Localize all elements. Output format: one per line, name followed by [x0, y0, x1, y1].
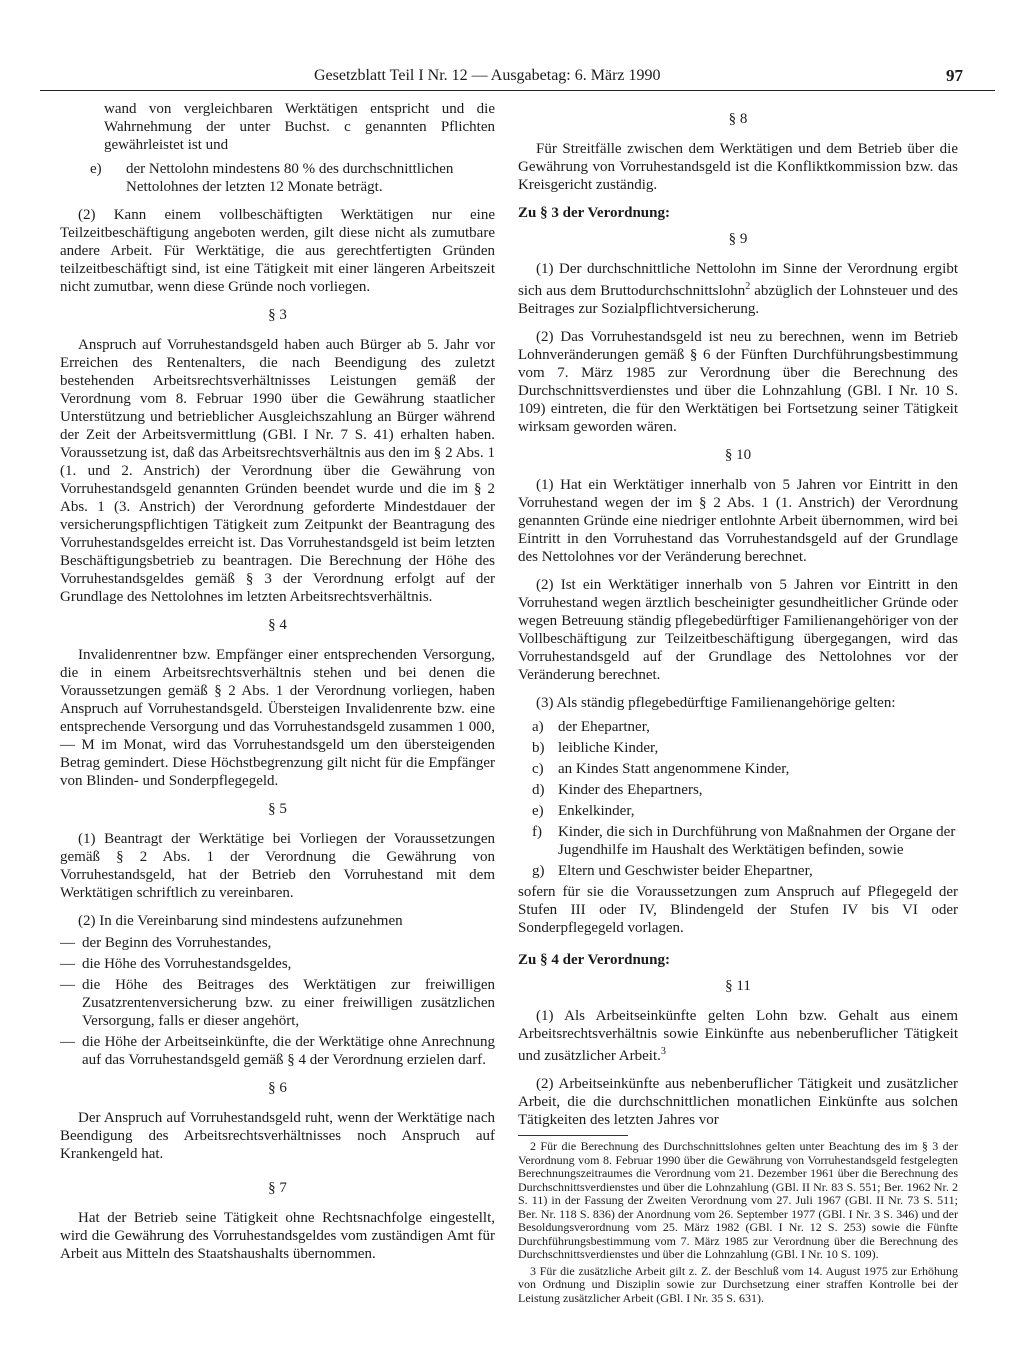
- dash-item: [60, 955, 495, 973]
- heading-zu-section-4: Zu § 4 der Verordnung:: [518, 952, 670, 968]
- footnote-ref-2: 2: [745, 281, 751, 292]
- list-item: f) Kinder, die sich in Durchführung von Maßnahmen der Organe der Jugendhilfe im Haushalt des Werktätigen befinden, sowie: [532, 824, 956, 858]
- paragraph-2: (2) Kann einem vollbeschäftigten Werktätigen nur eine Teilzeitbeschäftigung angeboten werden, gilt diese nicht als zumutbare andere Arbeit. Für Werktätige, die aus gerechtfertigten Gründen teilzeitbeschäftigt sind, ist eine Tätigkeit mit einer längeren Arbeitszeit nicht zumutbar, wenn diese Gründe noch vorliegen.: [60, 207, 495, 295]
- dash-item: [60, 934, 495, 952]
- dash-mark: —: [60, 956, 75, 972]
- section-11-heading: § 11: [725, 978, 751, 994]
- page-number: 97: [946, 66, 963, 85]
- list-item-e: [60, 160, 495, 196]
- footnote-ref-3: 3: [660, 1046, 666, 1057]
- dash-mark: —: [60, 977, 75, 993]
- section-5-heading: § 5: [268, 801, 287, 817]
- section-3-text: Anspruch auf Vorruhestandsgeld haben auch Bürger ab 5. Jahr vor Erreichen des Rentenalters, die nach Beendigung des zuletzt bestehenden Arbeitsrechtsverhältnisses Leistungen gemäß der Verordnung vom 8. Februar 1990 über die Gewährung staatlicher Unterstützung und betrieblicher Ausgleichszahlung an Bürger während der Zeit der Arbeitsvermittlung (GBl. I Nr. 7 S. 41) erhalten haben. Voraussetzung ist, daß das Arbeitsrechtsverhältnis aus den im § 2 Abs. 1 (1. und 2. Anstrich) der Verordnung über die Gewährung von Vorruhestandsgeld genannten Gründen beendet wurde und die im § 2 Abs. 1 (3. Anstrich) der Verordnung geforderte Mindestdauer der versicherungspflichtigen Tätigkeit zum Zeitpunkt der Beantragung des Vorruhestandsgeldes erreicht ist. Das Vorruhestandsgeld ist beim letzten Beschäftigungsbetrieb zu beantragen. Die Berechnung der Höhe des Vorruhestandsgeldes gemäß § 3 der Verordnung erfolgt auf der Grundlage des Nettolohnes im letzten Arbeitsrechtsverhältnis.: [60, 337, 495, 605]
- section-10-closing: sofern für sie die Voraussetzungen zum Anspruch auf Pflegegeld der Stufen III oder IV, Blindengeld der Stufen IV bis VI oder Sonderpflegegeld vorlagen.: [518, 884, 958, 936]
- dash-text: die Höhe der Arbeitseinkünfte, die der Werktätige ohne Anrechnung auf das Vorruhestandsgeld gemäß § 4 der Verordnung erzielen darf.: [82, 1034, 495, 1068]
- section-4-text: Invalidenrentner bzw. Empfänger einer entsprechenden Versorgung, die in einem Arbeitsrechtsverhältnis stehen und bei denen die Voraussetzungen gemäß § 2 Abs. 1 der Verordnung vorliegen, haben Anspruch auf Vorruhestandsgeld. Übersteigen Invalidenrente bzw. eine entsprechende Versorgung und das Vorruhestandsgeld zusammen 1 000,— M im Monat, wird das Vorruhestandsgeld um den übersteigenden Betrag gemindert. Diese Höchstbegrenzung gilt nicht für die Empfänger von Blinden- und Sonderpflegegeld.: [60, 647, 495, 789]
- dash-text: die Höhe des Vorruhestandsgeldes,: [82, 956, 292, 972]
- section-11-paragraph-1: (1) Als Arbeitseinkünfte gelten Lohn bzw. Gehalt aus einem Arbeitsrechtsverhältnis sowie Einkünfte aus nebenberuflicher Tätigkeit und zusätzlicher Arbeit.$^3$: [518, 1008, 958, 1064]
- dash-mark: —: [60, 1034, 75, 1050]
- list-label: e): [90, 161, 102, 177]
- section-9-paragraph-2: (2) Das Vorruhestandsgeld ist neu zu berechnen, wenn im Betrieb Lohnveränderungen gemäß § 6 der Fünften Durchführungsbestimmung vom 7. März 1985 zur Verordnung über die Berechnung des Durchschnittsverdienstes und über die Lohnzahlung (GBl. I Nr. 10 S. 109) eintreten, die für den Werktätigen bei Fortsetzung seiner Tätigkeit wirksam geworden wären.: [518, 329, 958, 435]
- section-8-text: Für Streitfälle zwischen dem Werktätigen und dem Betrieb über die Gewährung von Vorruhestandsgeld ist die Konfliktkommission bzw. das Kreisgericht zuständig.: [518, 141, 958, 193]
- heading-zu-section-3: Zu § 3 der Verordnung:: [518, 205, 670, 221]
- dependents-list: [518, 718, 958, 880]
- footnote-rule: [518, 1135, 628, 1136]
- list-text: der Nettolohn mindestens 80 % des durchschnittlichen Nettolohnes der letzten 12 Monate beträgt.: [126, 161, 454, 195]
- continuation-text: wand von vergleichbaren Werktätigen entspricht und die Wahrnehmung der unter Buchst. c genannten Pflichten gewährleistet ist und: [104, 101, 495, 153]
- left-column: [60, 100, 495, 1273]
- section-10-paragraph-1: (1) Hat ein Werktätiger innerhalb von 5 Jahren vor Eintritt in den Vorruhestand wegen der im § 2 Abs. 1 (1. Anstrich) der Verordnung genannten Gründe eine niedriger entlohnte Arbeit übernommen, wird bei Eintritt in den Vorruhestand das Vorruhestandsgeld auf der Grundlage des Nettolohnes vor der Veränderung berechnet.: [518, 477, 958, 565]
- section-11-paragraph-2: (2) Arbeitseinkünfte aus nebenberuflicher Tätigkeit und zusätzlicher Arbeit, die die durchschnittlichen monatlichen Einkünfte aus solchen Tätigkeiten des letzten Jahres vor: [518, 1076, 958, 1128]
- section-7-text: Hat der Betrieb seine Tätigkeit ohne Rechtsnachfolge eingestellt, wird die Gewährung des Vorruhestandsgeldes vom zuständigen Amt für Arbeit aus Mitteln des Staatshaushalts übernommen.: [60, 1210, 495, 1262]
- header-rule: [40, 90, 995, 91]
- dash-mark: —: [60, 935, 75, 951]
- section-6-heading: § 6: [268, 1080, 287, 1096]
- list-item: e) Enkelkinder,: [532, 803, 635, 819]
- list-item: b) leibliche Kinder,: [532, 740, 659, 756]
- section-10-paragraph-3: (3) Als ständig pflegebedürftige Familienangehörige gelten:: [536, 695, 896, 711]
- section-10-paragraph-2: (2) Ist ein Werktätiger innerhalb von 5 Jahren vor Eintritt in den Vorruhestand wegen ärztlich bescheinigter gesundheitlicher Gründe oder wegen Betreuung ständig pflegebedürftiger Familienangehöriger von der Vollbeschäftigung zur Teilzeitbeschäftigung übergegangen, wird das Vorruhestandsgeld auf der Grundlage des Nettolohnes vor der Veränderung berechnet.: [518, 577, 958, 683]
- section-9-paragraph-1: (1) Der durchschnittliche Nettolohn im Sinne der Verordnung ergibt sich aus dem Bruttodurchschnittslohn$^2$ abzüglich der Lohnsteuer und des Beitrages zur Sozialpflichtversicherung.: [518, 261, 958, 317]
- section-5-paragraph-2: (2) In die Vereinbarung sind mindestens aufzunehmen: [78, 913, 403, 929]
- section-10-heading: § 10: [724, 447, 752, 463]
- section-8-heading: § 8: [728, 111, 748, 127]
- right-column: [518, 100, 958, 1305]
- footnote-2: 2 Für die Berechnung des Durchschnittslohnes gelten unter Beachtung des im § 3 der Verordnung vom 8. Februar 1990 über die Gewährung von Vorruhestandsgeld festgelegten Berechnungszeitraumes die Verordnung vom 21. Dezember 1961 über die Berechnung des Durchschnittsverdienstes und über die Lohnzahlung (GBl. II Nr. 83 S. 551; Ber. 1962 Nr. 2 S. 11) in der Fassung der Zweiten Verordnung vom 27. Juli 1967 (GBl. II Nr. 73 S. 511; Ber. Nr. 118 S. 836) der Anordnung vom 26. September 1977 (GBl. I Nr. 3 S. 346) und der Besoldungsverordnung vom 25. März 1982 (GBl. I Nr. 12 S. 253) sowie die Fünfte Durchführungsbestimmung vom 7. März 1985 zur Verordnung über die Berechnung des Durchschnittsverdienstes und über die Lohnzahlung (GBl. I Nr. 10 S. 109).: [518, 1139, 958, 1261]
- gazette-title: Gesetzblatt Teil I Nr. 12 — Ausgabetag: 6. März 1990: [314, 67, 661, 84]
- section-9-heading: § 9: [728, 231, 748, 247]
- section-5-paragraph-1: (1) Beantragt der Werktätige bei Vorliegen der Voraussetzungen gemäß § 2 Abs. 1 der Verordnung die Gewährung von Vorruhestandsgeld, hat der Betrieb den Vorruhestand mit dem Werktätigen schriftlich zu vereinbaren.: [60, 831, 495, 901]
- list-item: g) Eltern und Geschwister beider Ehepartner,: [532, 863, 813, 879]
- section-6-text: Der Anspruch auf Vorruhestandsgeld ruht, wenn der Werktätige nach Beendigung des Arbeitsrechtsverhältnisses noch Anspruch auf Krankengeld hat.: [60, 1110, 495, 1162]
- dash-item: [60, 976, 495, 1030]
- dash-item: [60, 1033, 495, 1069]
- section-3-heading: § 3: [268, 307, 287, 323]
- list-item: c) an Kindes Statt angenommene Kinder,: [532, 761, 790, 777]
- section-7-heading: § 7: [268, 1180, 287, 1196]
- dash-text: der Beginn des Vorruhestandes,: [82, 935, 272, 951]
- footnote-3: 3 Für die zusätzliche Arbeit gilt z. Z. der Beschluß vom 14. August 1975 zur Erhöhung von Ordnung und Disziplin sowie zur Durchsetzung einer straffen Kontrolle bei der Leistung zusätzlicher Arbeit (GBl. I Nr. 35 S. 631).: [518, 1263, 958, 1305]
- section-4-heading: § 4: [268, 617, 287, 633]
- list-item: a) der Ehepartner,: [532, 719, 650, 735]
- dash-text: die Höhe des Beitrages des Werktätigen zur freiwilligen Zusatzrentenversicherung bzw. zu einer freiwilligen zusätzlichen Versorgung, falls er dieser angehört,: [82, 977, 495, 1029]
- list-item: d) Kinder des Ehepartners,: [532, 782, 703, 798]
